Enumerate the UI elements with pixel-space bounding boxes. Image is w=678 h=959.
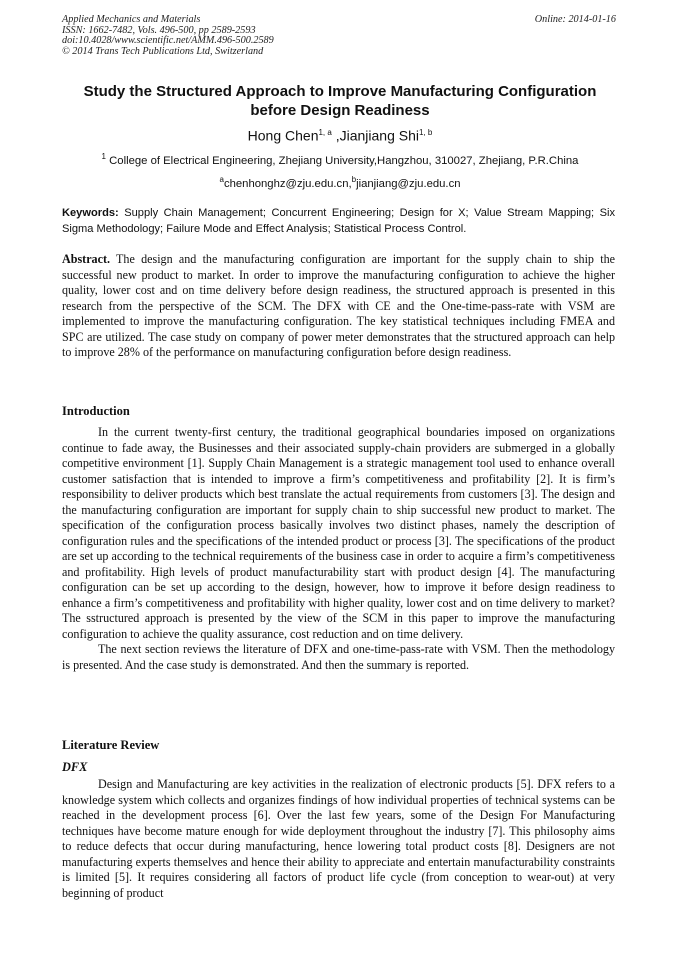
author-name: Jianjiang Shi [339, 127, 419, 144]
subsection-heading-dfx: DFX [62, 760, 88, 774]
doi-line: doi:10.4028/www.scientific.net/AMM.496-500.2589 [62, 35, 274, 46]
journal-name: Applied Mechanics and Materials [62, 14, 201, 25]
author-separator: , [331, 127, 340, 144]
online-date: Online: 2014-01-16 [534, 14, 616, 25]
author-superscript: 1, b [419, 128, 433, 137]
abstract-text: The design and the manufacturing configuration are important for the supply chain to ship the successful new product to market. In order to improve the manufacturing configuration to achieve the higher quality, lower cost and on time delivery before design readiness, the structured approach is presented in this research from the perspective of the SCM. The DFX with CE and the One-time-pass-rate with VSM are implemented to improve the manufacturing configuration. The key statistical techniques including FMEA and SPC are utilized. The case study on company of power meter demonstrates that the structured approach can help to improve 28% of the performance on manufacturing configuration before design readiness. [62, 252, 615, 359]
email-address: jianjiang@zju.edu.cn [356, 177, 461, 190]
journal-header [62, 15, 618, 57]
author-line [62, 124, 618, 145]
abstract [62, 252, 615, 361]
paragraph: In the current twenty-first century, the traditional geographical boundaries imposed on organizations continue to fade away, the Businesses and their associated supply-chain providers are submerged in a globally competitive environment [1]. Supply Chain Management is a strategic management tool used to enhance overall customer satisfaction that is intended to improve a firm’s competitiveness and profitability [2]. It is firm’s responsibility to deliver products which best translate the actual requirements from customers [3]. The design and the manufacturing configuration are important for supply chain to ship successful new product to market. The specification of the configuration process basically involves two distinct phases, namely the description of configuration rules and the specifications of the intended product or process [3]. The specifications of the product are set up according to the technical requirements of the business case in order to acquire a firm’s competitiveness and profitability. High levels of product manufacturability start with product design [4]. The manufacturing configuration can be set up according to the design, however, how to improve it before design readiness to enhance a firm’s competitiveness and profitability with higher quality, lower cost and on time delivery to market? The sstructured approach is presented by the view of the SCM in this paper to improve the manufacturing configuration to achieve the quality assurance, cost reduction and on time delivery. [62, 425, 615, 641]
paragraph: Design and Manufacturing are key activities in the realization of electronic products [5]. DFX refers to a knowledge system which collects and organizes findings of how individual properties of technical systems can be reached in the development process [6]. Over the last few years, some of the Design For Manufacturing techniques have become mature enough for wide deployment throughout the industry [7]. This philosophy aims to reduce defects that occur during manufacturing, hence lowering total product costs [8]. Designers are not manufacturing experts themselves and hence their ability to appreciate and entertain manufacturability constraints is limited [5]. It requires considering all factors of product life cycle (from conception to wear-out) at very beginning of product [62, 777, 615, 900]
author-superscript: 1, a [318, 128, 332, 137]
keywords [62, 206, 615, 237]
section-heading-introduction: Introduction [62, 404, 130, 418]
issn-line: ISSN: 1662-7482, Vols. 496-500, pp 2589-2593 [62, 24, 256, 36]
affiliation-text: College of Electrical Engineering, Zhejiang University,Hangzhou, 310027, Zhejiang, P.R.China [106, 154, 579, 167]
introduction-body [62, 425, 615, 673]
paper-title: Study the Structured Approach to Improve Manufacturing Configuration before Design Readiness [83, 83, 597, 119]
copyright-line: © 2014 Trans Tech Publications Ltd, Switzerland [62, 45, 264, 57]
keywords-label: Keywords: [62, 207, 119, 219]
abstract-label: Abstract. [62, 252, 111, 266]
paragraph: The next section reviews the literature of DFX and one-time-pass-rate with VSM. Then the methodology is presented. And the case study is demonstrated. And then the summary is reported. [62, 642, 615, 672]
affiliation [62, 149, 618, 169]
literature-body [62, 777, 615, 901]
affiliation-marker: 1 [101, 152, 106, 161]
email-marker: b [351, 175, 357, 184]
keywords-text: Supply Chain Management; Concurrent Engineering; Design for X; Value Stream Mapping; Six Sigma Methodology; Failure Mode and Effect Analysis; Statistical Process Control. [62, 207, 615, 235]
email-address: chenhonghz@zju.edu.cn, [223, 177, 352, 190]
author-name: Hong Chen [247, 127, 319, 144]
author-emails [62, 172, 618, 192]
section-heading-literature-review: Literature Review [62, 738, 160, 752]
email-marker: a [219, 175, 224, 184]
